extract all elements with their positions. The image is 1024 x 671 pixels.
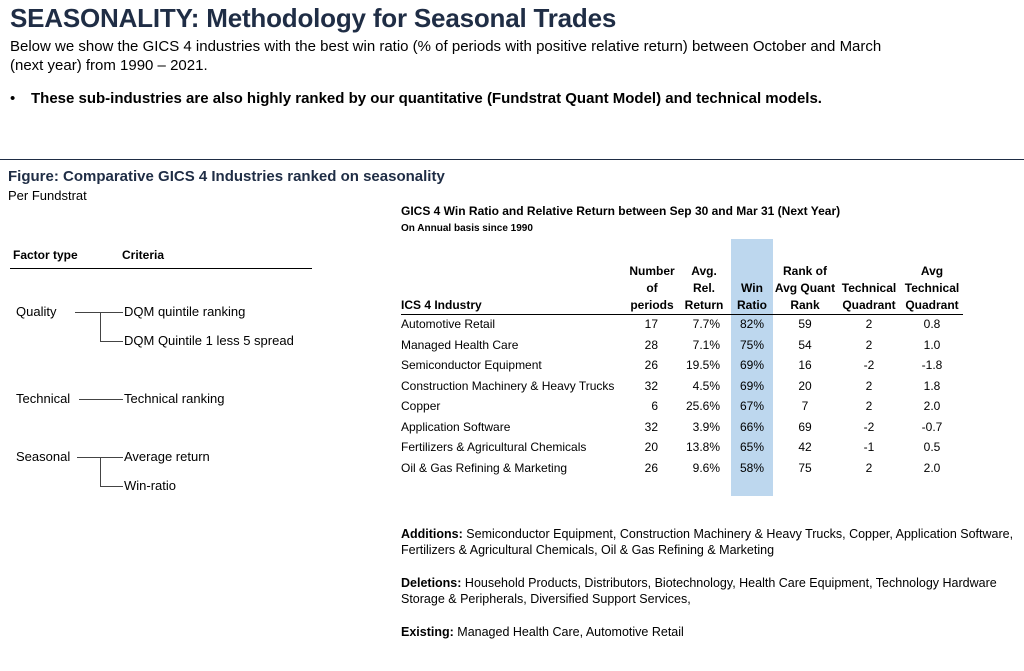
cell-quant-rank: 7 xyxy=(801,399,809,413)
factor-type-header: Factor type xyxy=(13,248,78,262)
cell-periods: 32 xyxy=(644,419,658,434)
cell-quant-rank: 16 xyxy=(798,358,812,372)
cell-industry: Oil & Gas Refining & Marketing xyxy=(401,460,568,475)
criteria-header: Criteria xyxy=(122,248,165,262)
col-periods: Number of periods xyxy=(629,264,675,312)
bullet-dot: • xyxy=(10,90,16,107)
cell-periods: 28 xyxy=(644,337,658,352)
cell-rel-return: 7.1% xyxy=(692,337,720,352)
cell-periods: 26 xyxy=(644,460,658,475)
deletions-note: Deletions: Household Products, Distributors, Biotechnology, Health Care Equipment, Technology Hardware Storage & Peripherals, Diversified Support Services, xyxy=(401,576,997,606)
cell-industry: Application Software xyxy=(401,419,511,434)
table-row xyxy=(0,314,1024,334)
cell-rel-return: 4.5% xyxy=(692,378,720,393)
cell-rel-return: 13.8% xyxy=(685,440,720,454)
col-rel-return: Avg. Rel. Return xyxy=(684,264,724,312)
cell-rel-return: 19.5% xyxy=(685,358,720,372)
figure-title: Figure: Comparative GICS 4 Industries ranked on seasonality xyxy=(8,168,445,185)
additions-note: Additions: Semiconductor Equipment, Construction Machinery & Heavy Trucks, Copper, Application Software, Fertilizers & Agricultural Chemicals, Oil & Gas Refining & Marketing xyxy=(401,527,1014,557)
cell-avg-tech-quadrant: -1.8 xyxy=(921,358,943,372)
cell-periods: 26 xyxy=(644,358,658,372)
existing-note: Existing: Managed Health Care, Automotive Retail xyxy=(401,625,684,639)
criteria-item: Average return xyxy=(124,449,210,464)
cell-industry: Copper xyxy=(401,399,441,413)
cell-tech-quadrant: -2 xyxy=(863,358,875,372)
table-row xyxy=(0,355,1024,375)
cell-industry: Construction Machinery & Heavy Trucks xyxy=(401,378,615,393)
cell-quant-rank: 59 xyxy=(798,317,812,331)
cell-win-ratio: 82% xyxy=(739,317,765,331)
col-industry: ICS 4 Industry xyxy=(401,298,482,312)
cell-tech-quadrant: 2 xyxy=(865,317,873,331)
criteria-item: DQM quintile ranking xyxy=(124,304,246,319)
bullet-point xyxy=(10,89,870,108)
bullet-text: These sub-industries are also highly ranked by our quantitative (Fundstrat Quant Model) and technical models. xyxy=(31,90,822,107)
factor-seasonal: Seasonal xyxy=(16,449,71,464)
cell-tech-quadrant: -1 xyxy=(863,440,875,454)
cell-avg-tech-quadrant: 1.0 xyxy=(923,337,941,352)
cell-win-ratio: 58% xyxy=(739,460,765,475)
page-title: SEASONALITY: Methodology for Seasonal Trades xyxy=(10,3,617,33)
connector-line xyxy=(75,312,123,313)
cell-win-ratio: 69% xyxy=(739,358,765,372)
section-divider xyxy=(0,159,1024,160)
factor-technical: Technical xyxy=(16,391,71,406)
criteria-item: Win-ratio xyxy=(124,478,177,493)
intro-text: Below we show the GICS 4 industries with the best win ratio (% of periods with positive relative return) between October and March (next year) from 1990 – 2021. xyxy=(10,38,882,74)
cell-periods: 6 xyxy=(651,399,658,413)
col-avg-tech-quadrant: Avg Technical Quadrant xyxy=(904,264,960,312)
table-subtitle: On Annual basis since 1990 xyxy=(401,223,533,234)
cell-avg-tech-quadrant: 2.0 xyxy=(923,399,941,413)
cell-quant-rank: 20 xyxy=(798,378,812,393)
cell-win-ratio: 67% xyxy=(739,399,765,413)
table-row xyxy=(0,437,1024,457)
cell-quant-rank: 69 xyxy=(798,419,812,434)
cell-periods: 20 xyxy=(644,440,658,454)
cell-tech-quadrant: 2 xyxy=(865,337,873,352)
cell-win-ratio: 66% xyxy=(739,419,765,434)
cell-industry: Managed Health Care xyxy=(401,337,519,352)
cell-industry: Fertilizers & Agricultural Chemicals xyxy=(401,440,587,454)
cell-rel-return: 25.6% xyxy=(685,399,720,413)
col-win-ratio: Win Ratio xyxy=(737,281,767,312)
table-title: GICS 4 Win Ratio and Relative Return between Sep 30 and Mar 31 (Next Year) xyxy=(401,204,841,218)
cell-quant-rank: 42 xyxy=(798,440,812,454)
cell-tech-quadrant: 2 xyxy=(865,460,873,475)
cell-avg-tech-quadrant: 2.0 xyxy=(923,460,941,475)
cell-avg-tech-quadrant: 0.8 xyxy=(923,317,941,331)
cell-win-ratio: 75% xyxy=(739,337,765,352)
criteria-item: DQM Quintile 1 less 5 spread xyxy=(124,333,294,348)
col-tech-quadrant: Technical Quadrant xyxy=(841,281,897,312)
cell-rel-return: 3.9% xyxy=(692,419,720,434)
cell-industry: Automotive Retail xyxy=(401,317,496,331)
cell-periods: 32 xyxy=(644,378,658,393)
col-quant-rank: Rank of Avg Quant Rank xyxy=(774,264,836,312)
cell-rel-return: 9.6% xyxy=(692,460,720,475)
cell-industry: Semiconductor Equipment xyxy=(401,358,542,372)
figure-source: Per Fundstrat xyxy=(8,188,87,203)
cell-avg-tech-quadrant: -0.7 xyxy=(921,419,943,434)
cell-win-ratio: 65% xyxy=(739,440,765,454)
table-row xyxy=(0,376,1024,396)
factor-header-rule xyxy=(10,268,312,269)
cell-avg-tech-quadrant: 1.8 xyxy=(923,378,941,393)
cell-avg-tech-quadrant: 0.5 xyxy=(923,440,941,454)
cell-quant-rank: 54 xyxy=(798,337,812,352)
cell-quant-rank: 75 xyxy=(798,460,812,475)
connector-line xyxy=(100,486,123,487)
factor-quality: Quality xyxy=(16,304,57,319)
table-row xyxy=(0,396,1024,416)
cell-periods: 17 xyxy=(644,317,658,331)
cell-win-ratio: 69% xyxy=(739,378,765,393)
table-row xyxy=(0,458,1024,478)
cell-rel-return: 7.7% xyxy=(692,317,720,331)
cell-tech-quadrant: 2 xyxy=(865,378,873,393)
cell-tech-quadrant: 2 xyxy=(865,399,873,413)
table-row xyxy=(0,335,1024,355)
criteria-item: Technical ranking xyxy=(124,391,225,406)
cell-tech-quadrant: -2 xyxy=(863,419,875,434)
table-row xyxy=(0,417,1024,437)
